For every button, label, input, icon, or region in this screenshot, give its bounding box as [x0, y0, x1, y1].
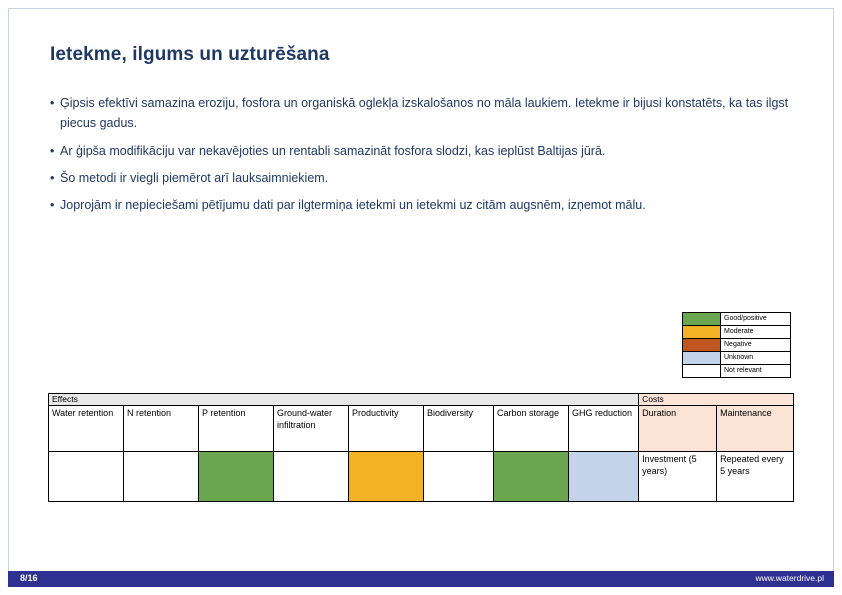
page-title: Ietekme, ilgums un uzturēšana [50, 44, 330, 65]
bullet-marker-icon: • [50, 198, 55, 212]
legend-swatch-moderate [683, 326, 721, 338]
column-header-maintenance: Maintenance [717, 406, 794, 452]
table-header-row [49, 406, 794, 452]
legend-item [683, 326, 790, 339]
list-item [50, 93, 790, 134]
list-item [50, 195, 790, 215]
legend-swatch-not-relevant [683, 365, 721, 377]
cell-p-retention [199, 452, 274, 502]
cell-n-retention [124, 452, 199, 502]
cell-ghg-reduction [569, 452, 639, 502]
column-header-p-retention: P retention [199, 406, 274, 452]
legend-label: Negative [724, 341, 752, 348]
footer-bar [8, 571, 834, 587]
column-header-n-retention: N retention [124, 406, 199, 452]
list-item [50, 168, 790, 188]
column-header-groundwater-infiltration: Ground-water infiltration [274, 406, 349, 452]
legend-swatch-unknown [683, 352, 721, 364]
bullet-marker-icon: • [50, 96, 55, 110]
cell-carbon-storage [494, 452, 569, 502]
legend-label: Good/positive [724, 315, 767, 322]
legend-label: Moderate [724, 328, 754, 335]
bullet-marker-icon: • [50, 143, 55, 158]
column-header-duration: Duration [639, 406, 717, 452]
column-header-biodiversity: Biodiversity [424, 406, 494, 452]
column-header-ghg-reduction: GHG reduction [569, 406, 639, 452]
effects-costs-table [48, 393, 793, 502]
list-item-text: Šo metodi ir viegli piemērot arī lauksaimniekiem. [60, 170, 329, 185]
group-header-costs: Costs [639, 394, 794, 406]
legend-item [683, 365, 790, 377]
legend-item [683, 339, 790, 352]
cell-water-retention [49, 452, 124, 502]
legend-label: Unknown [724, 354, 754, 361]
bullet-marker-icon: • [50, 170, 55, 185]
legend [682, 312, 791, 378]
table-group-header-row [49, 394, 794, 406]
cell-groundwater-infiltration [274, 452, 349, 502]
footer-url[interactable]: www.waterdrive.pl [755, 573, 824, 583]
slide-number: 8/16 [20, 573, 38, 583]
column-header-water-retention: Water retention [49, 406, 124, 452]
legend-label: Not relevant [724, 367, 762, 374]
cell-duration: Investment (5 years) [639, 452, 717, 502]
list-item-text: Ģipsis efektīvi samazina eroziju, fosfora un organiskā oglekļa izskalošanos no māla laukiem. Ietekme ir bijusi konstatēts, ka tas ilgst piecus gadus. [60, 96, 789, 131]
list-item-text: Joprojām ir nepieciešami pētījumu dati par ilgtermiņa ietekmi un ietekmi uz citām augsnēm, izņemot mālu. [60, 198, 646, 212]
list-item [50, 141, 790, 161]
column-header-carbon-storage: Carbon storage [494, 406, 569, 452]
list-item-text: Ar ģipša modifikāciju var nekavējoties un rentabli samazināt fosfora slodzi, kas ieplūst Baltijas jūrā. [60, 143, 606, 158]
column-header-productivity: Productivity [349, 406, 424, 452]
bullet-list [50, 93, 790, 222]
cell-biodiversity [424, 452, 494, 502]
legend-swatch-negative [683, 339, 721, 351]
group-header-effects: Effects [49, 394, 639, 406]
cell-productivity [349, 452, 424, 502]
legend-item [683, 352, 790, 365]
legend-item [683, 313, 790, 326]
legend-swatch-good [683, 313, 721, 325]
cell-maintenance: Repeated every 5 years [717, 452, 794, 502]
table-row [49, 452, 794, 502]
